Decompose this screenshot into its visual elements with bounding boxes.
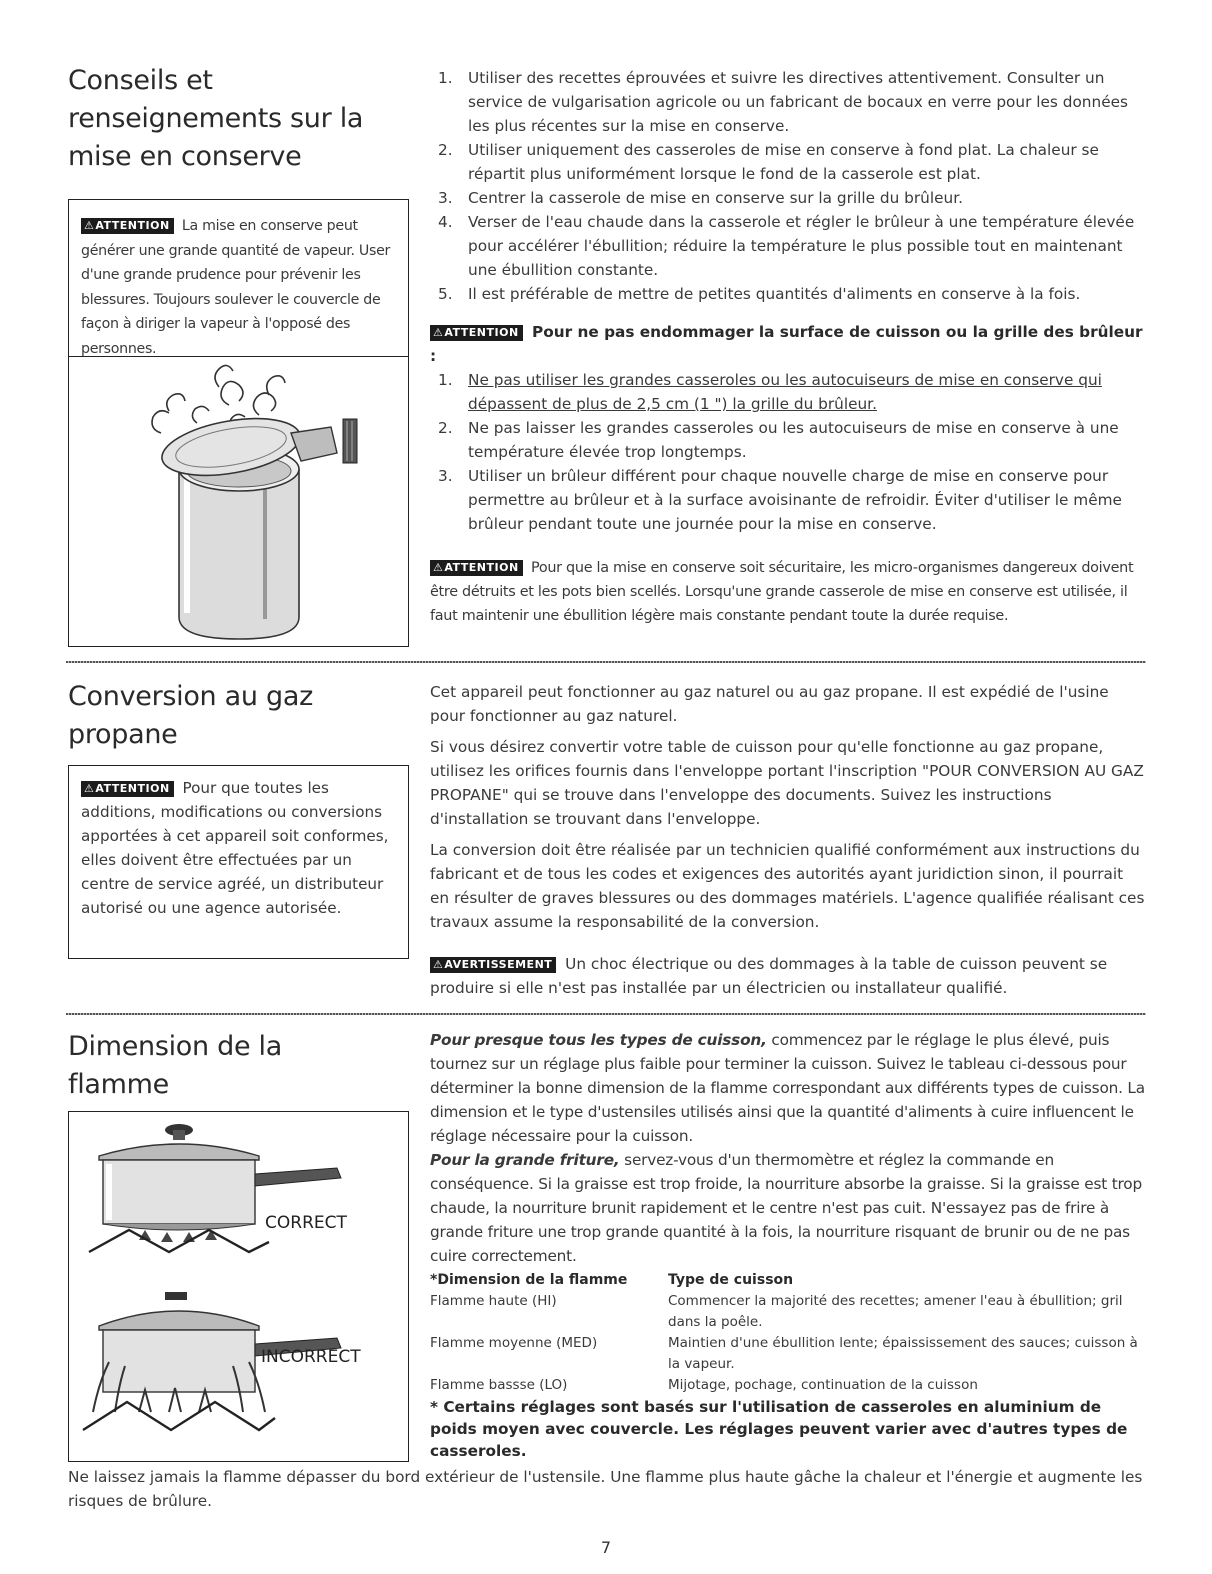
lid-knob bbox=[165, 1292, 187, 1300]
pan-lid bbox=[99, 1144, 259, 1160]
canning-title-line: renseignements sur la bbox=[68, 103, 364, 134]
list-item: 5. Il est préférable de mettre de petites quantités d'aliments en conserve à la fois. bbox=[438, 285, 1081, 303]
section-divider bbox=[66, 661, 1146, 663]
warning-triangle-icon: ⚠ bbox=[433, 326, 444, 339]
steam-swirl bbox=[167, 394, 185, 411]
propane-title bbox=[68, 678, 408, 754]
pan-body bbox=[103, 1160, 255, 1224]
list-item: 3. Utiliser un brûleur différent pour chaque nouvelle charge de mise en conserve pour permettre au brûleur et à la surface avoisinante de refroidir. Éviter d'utiliser le même brûleur pendant toute une journée pour la mise en conserve. bbox=[438, 467, 1122, 533]
propane-warning-box bbox=[68, 765, 409, 959]
flame-title-line: flamme bbox=[68, 1069, 169, 1100]
flame-note: * Certains réglages sont basés sur l'utilisation de casseroles en aluminium de poids moyen avec couvercle. Les réglages peuvent varier avec d'autres types de casseroles. bbox=[430, 1398, 1128, 1460]
correct-pan bbox=[89, 1124, 347, 1252]
list-item: 3. Centrer la casserole de mise en conserve sur la grille du brûleur. bbox=[438, 189, 963, 207]
flame-body bbox=[430, 1028, 1146, 1462]
table-row bbox=[430, 1375, 1146, 1396]
pan-body bbox=[103, 1330, 255, 1392]
table-header-cell: *Dimension de la flamme bbox=[430, 1272, 628, 1288]
list-item: 4. Verser de l'eau chaude dans la casserole et régler le brûleur à une température élevée pour accélérer l'ébullition; réduire la température le plus possible tout en maintenant une ébullition constante. bbox=[438, 213, 1135, 279]
flame-size-illustration bbox=[69, 1112, 408, 1461]
warning-triangle-icon: ⚠ bbox=[84, 782, 95, 795]
warning-badge: ⚠AVERTISSEMENT bbox=[430, 957, 556, 973]
paragraph: Pour presque tous les types de cuisson, commencez par le réglage le plus élevé, puis tournez sur un réglage plus faible pour terminer la cuisson. Suivez le tableau ci-dessous pour déterminer la bonne dimension de la flamme correspondant aux différents types de cuisson. La dimension et le type d'ustensiles utilisés ainsi que la quantité d'aliments à cuire influencent le réglage nécessaire pour la cuisson. bbox=[430, 1031, 1145, 1145]
pan-handle bbox=[255, 1168, 341, 1186]
list-item: 2. Ne pas laisser les grandes casseroles ou les autocuiseurs de mise en conserve à une température élevée trop longtemps. bbox=[438, 419, 1119, 461]
caution-heading: ⚠ATTENTION Pour ne pas endommager la surface de cuisson ou la grille des brûleur : bbox=[430, 323, 1143, 365]
table-cell: Commencer la majorité des recettes; amener l'eau à ébullition; gril dans la poêle. bbox=[668, 1293, 1123, 1330]
incorrect-label: INCORRECT bbox=[261, 1347, 361, 1367]
section-divider bbox=[66, 1013, 1146, 1015]
warning-triangle-icon: ⚠ bbox=[433, 958, 444, 971]
list-item: 1. Ne pas utiliser les grandes casseroles ou les autocuiseurs de mise en conserve qui dépassent de plus de 2,5 cm (1 ") la grille du brûleur. bbox=[438, 371, 1102, 413]
table-header-cell: Type de cuisson bbox=[668, 1272, 794, 1288]
attention-badge: ⚠ATTENTION bbox=[430, 325, 523, 341]
incorrect-pan bbox=[83, 1292, 361, 1430]
table-cell: Flamme haute (HI) bbox=[430, 1293, 557, 1309]
paragraph: Si vous désirez convertir votre table de cuisson pour qu'elle fonctionne au gaz propane, utilisez les orifices fournis dans l'enveloppe portant l'inscription "POUR CONVERSION AU GAZ PROPANE" qui se trouve dans l'enveloppe des documents. Suivez les instructions d'installation se trouvant dans l'enveloppe. bbox=[430, 738, 1144, 828]
canning-warning-text: La mise en conserve peut générer une grande quantité de vapeur. User d'une grande prudence pour prévenir les blessures. Toujours soulever le couvercle de façon à diriger la vapeur à l'opposé des personnes. bbox=[81, 218, 391, 357]
canning-safety-warning: ⚠ATTENTION Pour que la mise en conserve soit sécuritaire, les micro-organismes dangereux doivent être détruits et les pots bien scellés. Lorsqu'une grande casserole de mise en conserve est utilisée, il faut maintenir une ébullition légère mais constante pendant toute la durée requise. bbox=[430, 560, 1134, 624]
attention-badge: ⚠ATTENTION bbox=[430, 560, 523, 576]
table-cell: Maintien d'une ébullition lente; épaississement des sauces; cuisson à la vapeur. bbox=[668, 1335, 1138, 1372]
table-row bbox=[430, 1333, 1146, 1375]
propane-body bbox=[430, 680, 1146, 934]
steam-swirl bbox=[253, 393, 275, 415]
canning-warning-box bbox=[68, 199, 409, 647]
propane-title-line: Conversion au gaz bbox=[68, 681, 313, 712]
canning-steps bbox=[430, 66, 1146, 306]
flame-title bbox=[68, 1028, 408, 1104]
table-cell: Mijotage, pochage, continuation de la cuisson bbox=[668, 1377, 978, 1393]
steam-swirl bbox=[215, 365, 233, 387]
table-header-row bbox=[430, 1270, 1146, 1291]
flame-illustration-box bbox=[68, 1111, 409, 1462]
pot-body bbox=[179, 469, 299, 639]
flame-table bbox=[430, 1270, 1146, 1396]
canning-title bbox=[68, 62, 408, 176]
paragraph: Pour la grande friture, servez-vous d'un thermomètre et réglez la commande en conséquence. Si la graisse est trop froide, la nourriture absorbe la graisse. Si la graisse est trop chaude, la nourriture brunit rapidement et le centre n'est pas cuit. N'essayez pas de frire à grande friture une trop grande quantité à la fois, la nourriture risquant de brunir ou de ne pas cuire correctement. bbox=[430, 1151, 1142, 1265]
page-number: 7 bbox=[600, 1538, 612, 1557]
steam-swirl bbox=[221, 381, 243, 405]
attention-badge: ⚠ATTENTION bbox=[81, 781, 174, 797]
canning-pot-illustration bbox=[69, 357, 408, 645]
list-item: 1. Utiliser des recettes éprouvées et suivre les directives attentivement. Consulter un service de vulgarisation agricole ou un fabricant de bocaux en verre pour les données les plus récentes sur la mise en conserve. bbox=[438, 69, 1128, 135]
flame-title-line: Dimension de la bbox=[68, 1031, 282, 1062]
correct-label: CORRECT bbox=[265, 1213, 347, 1233]
pan-lid bbox=[99, 1311, 259, 1330]
table-cell: Flamme moyenne (MED) bbox=[430, 1335, 598, 1351]
paragraph: La conversion doit être réalisée par un technicien qualifié conformément aux instructions du fabricant et de tous les codes et exigences des autorités ayant juridiction sinon, il pourrait en résulter de graves blessures ou des dommages matériels. L'agence qualifiée réalisant ces travaux assume la responsabilité de la conversion. bbox=[430, 841, 1145, 931]
wrist-cuff bbox=[343, 419, 357, 463]
hand-mitt bbox=[291, 427, 337, 461]
table-cell: Flamme bassse (LO) bbox=[430, 1377, 568, 1393]
canning-title-line: mise en conserve bbox=[68, 141, 302, 172]
propane-warning-text: Pour que toutes les additions, modifications ou conversions apportées à cet appareil soit conformes, elles doivent être effectuées par un centre de service agréé, un distributeur autorisé ou une agence autorisée. bbox=[81, 779, 389, 917]
paragraph: Cet appareil peut fonctionner au gaz naturel ou au gaz propane. Il est expédié de l'usine pour fonctionner au gaz naturel. bbox=[430, 683, 1109, 725]
steam-swirl bbox=[152, 411, 169, 433]
canning-caution bbox=[430, 320, 1146, 536]
warning-triangle-icon: ⚠ bbox=[84, 219, 95, 232]
propane-title-line: propane bbox=[68, 719, 178, 750]
warning-triangle-icon: ⚠ bbox=[433, 561, 444, 574]
propane-electrical-warning: ⚠AVERTISSEMENT Un choc électrique ou des dommages à la table de cuisson peuvent se produire si elle n'est pas installée par un électricien ou installateur qualifié. bbox=[430, 955, 1108, 997]
steam-swirl bbox=[267, 376, 285, 395]
canning-title-line: Conseils et bbox=[68, 65, 213, 96]
steam-swirl bbox=[192, 406, 209, 423]
list-item: 2. Utiliser uniquement des casseroles de mise en conserve à fond plat. La chaleur se répartit plus uniformément lorsque le fond de la casserole est plat. bbox=[438, 141, 1099, 183]
flame-footer-text: Ne laissez jamais la flamme dépasser du bord extérieur de l'ustensile. Une flamme plus haute gâche la chaleur et l'énergie et augmente les risques de brûlure. bbox=[68, 1468, 1143, 1510]
table-row bbox=[430, 1291, 1146, 1333]
burner-grate bbox=[89, 1230, 269, 1252]
attention-badge: ⚠ATTENTION bbox=[81, 218, 174, 234]
canning-warning-content bbox=[69, 200, 408, 357]
